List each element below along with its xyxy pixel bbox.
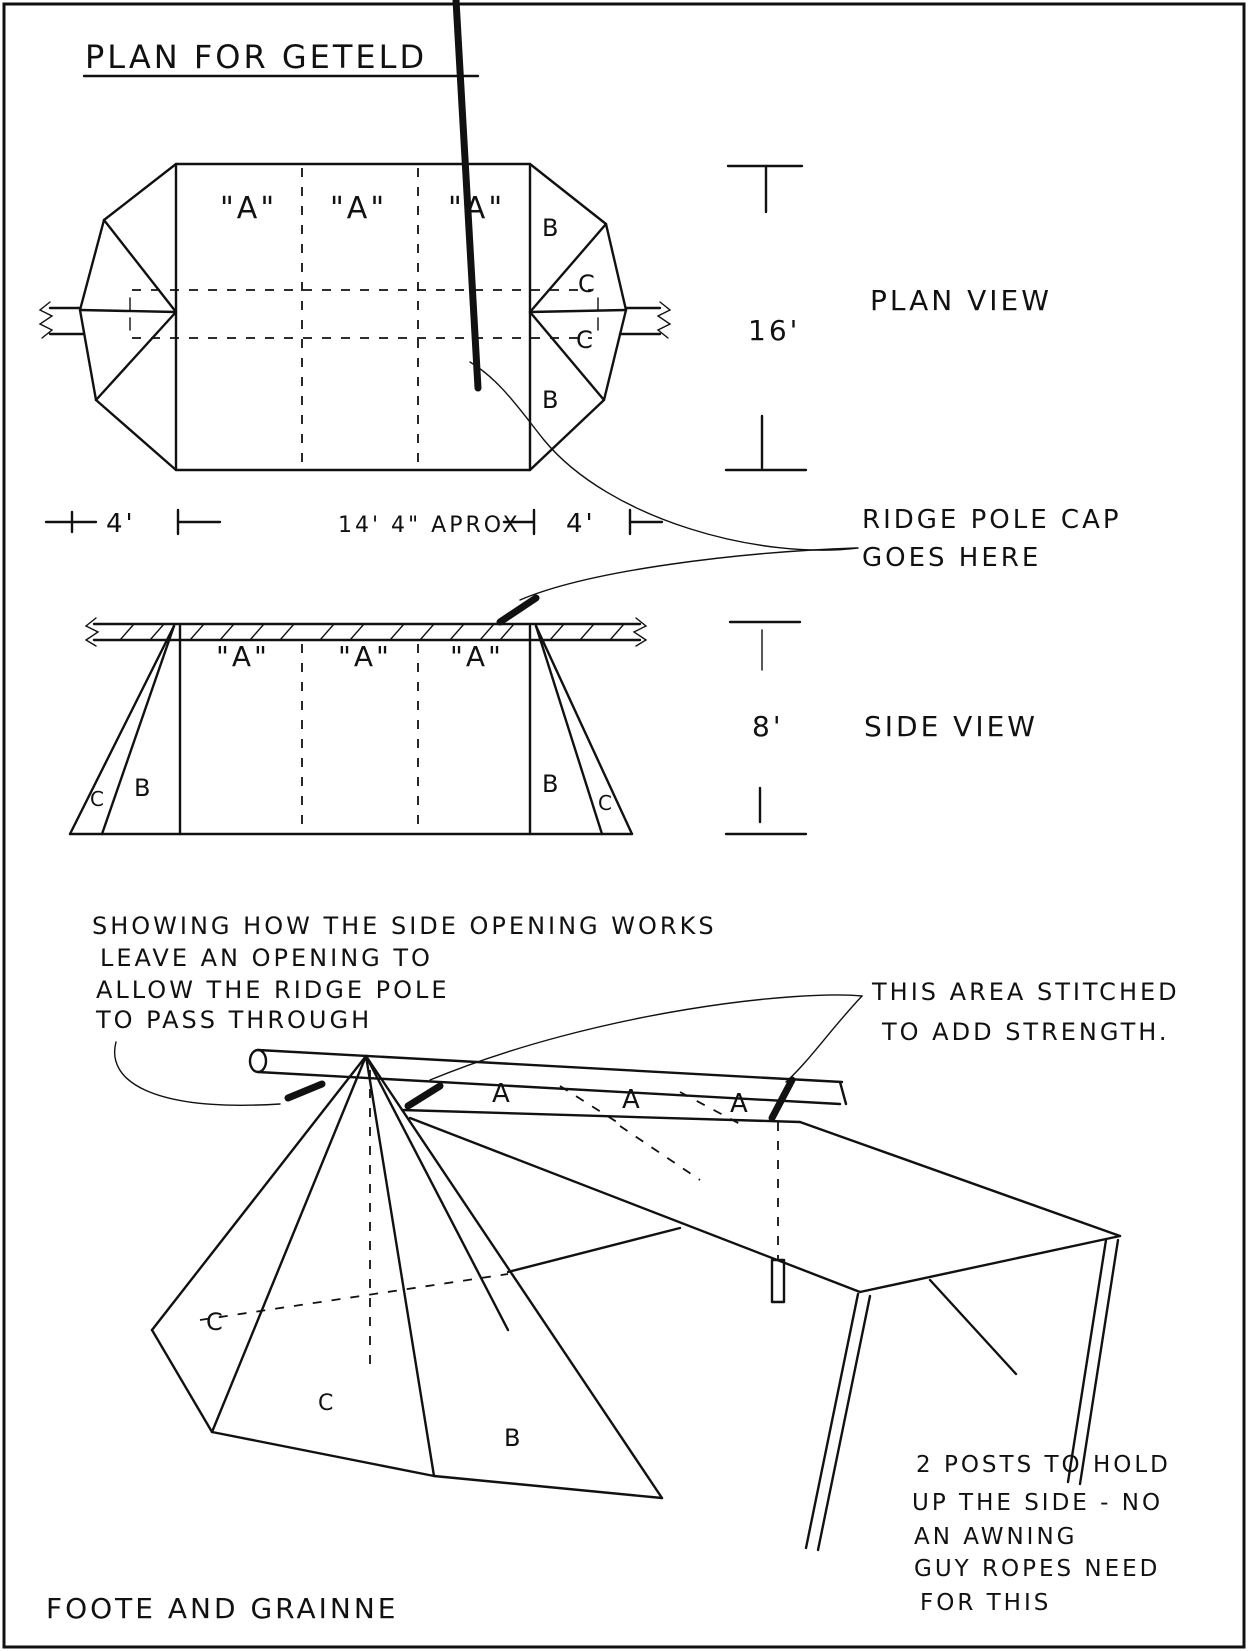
plan-panel-c-bottom: C [576,326,596,354]
opening-note-line-2: LEAVE AN OPENING TO [100,944,433,972]
opening-note-line-1: SHOWING HOW THE SIDE OPENING WORKS [92,912,717,940]
plan-view-label: PLAN VIEW [870,284,1052,317]
posts-note-line-1: 2 POSTS TO HOLD [916,1452,1171,1478]
side-panel-a-3: "A" [450,640,504,673]
plan-end-dimension-left: 4' [106,509,136,539]
side-left-b: B [134,774,154,802]
end-panel-c-lower: C [318,1391,337,1416]
ridge-note-line-2: GOES HERE [862,543,1042,573]
stitch-note-leader-right [786,996,862,1082]
posts-note [912,1452,1171,1616]
plan-center-dimension: 14' 4" APROX [338,513,521,538]
roof-panel-a-3: A [730,1089,751,1119]
roof-panel-a-2: A [622,1085,643,1115]
side-panel-a-2: "A" [338,640,392,673]
plan-height-dimension: 16' [748,314,801,347]
opening-note [92,912,717,1105]
plan-view [40,164,1052,539]
plan-panel-c-top: C [578,270,598,298]
end-panel-b: B [504,1424,524,1452]
plan-panel-b-top: B [542,214,562,242]
page-border [4,4,1244,1647]
opening-note-line-3: ALLOW THE RIDGE POLE [96,976,450,1004]
plan-left-end [80,164,176,470]
side-view [70,598,1038,834]
roof-panel-a-1: A [492,1079,513,1109]
side-right-b: B [542,770,562,798]
plan-panel-a-1: "A" [220,191,278,226]
plan-panel-a-3: "A" [448,191,506,226]
end-panel-c-upper: C [206,1308,226,1336]
stitch-note-line-2: TO ADD STRENGTH. [882,1018,1170,1046]
side-panel-a-1: "A" [216,640,270,673]
opening-note-line-4: TO PASS THROUGH [96,1006,373,1034]
posts-note-line-2: UP THE SIDE - NO [912,1490,1164,1516]
ridge-note-leader-lower [520,548,856,600]
plan-panel-a-2: "A" [330,191,388,226]
plan-panel-b-bottom: B [542,386,562,414]
side-view-label: SIDE VIEW [864,710,1038,743]
page-title: PLAN FOR GETELD [85,38,428,76]
side-left-c: C [90,787,107,811]
plan-end-dimension-right: 4' [566,509,596,539]
stitch-note-leader-left [430,995,862,1080]
posts-note-line-3: AN AWNING [914,1524,1078,1550]
side-right-c: C [598,791,615,815]
posts-note-line-5: FOR THIS [920,1590,1052,1616]
ridge-note-line-1: RIDGE POLE CAP [862,505,1122,535]
stitch-note-line-1: THIS AREA STITCHED [872,978,1180,1006]
credit-signature: FOOTE AND GRAINNE [46,1592,399,1625]
title-block [84,38,478,76]
plan-right-end [530,164,626,470]
center-post [772,1260,784,1302]
side-height-dimension: 8' [752,710,784,743]
posts-note-line-4: GUY ROPES NEED [914,1556,1161,1582]
